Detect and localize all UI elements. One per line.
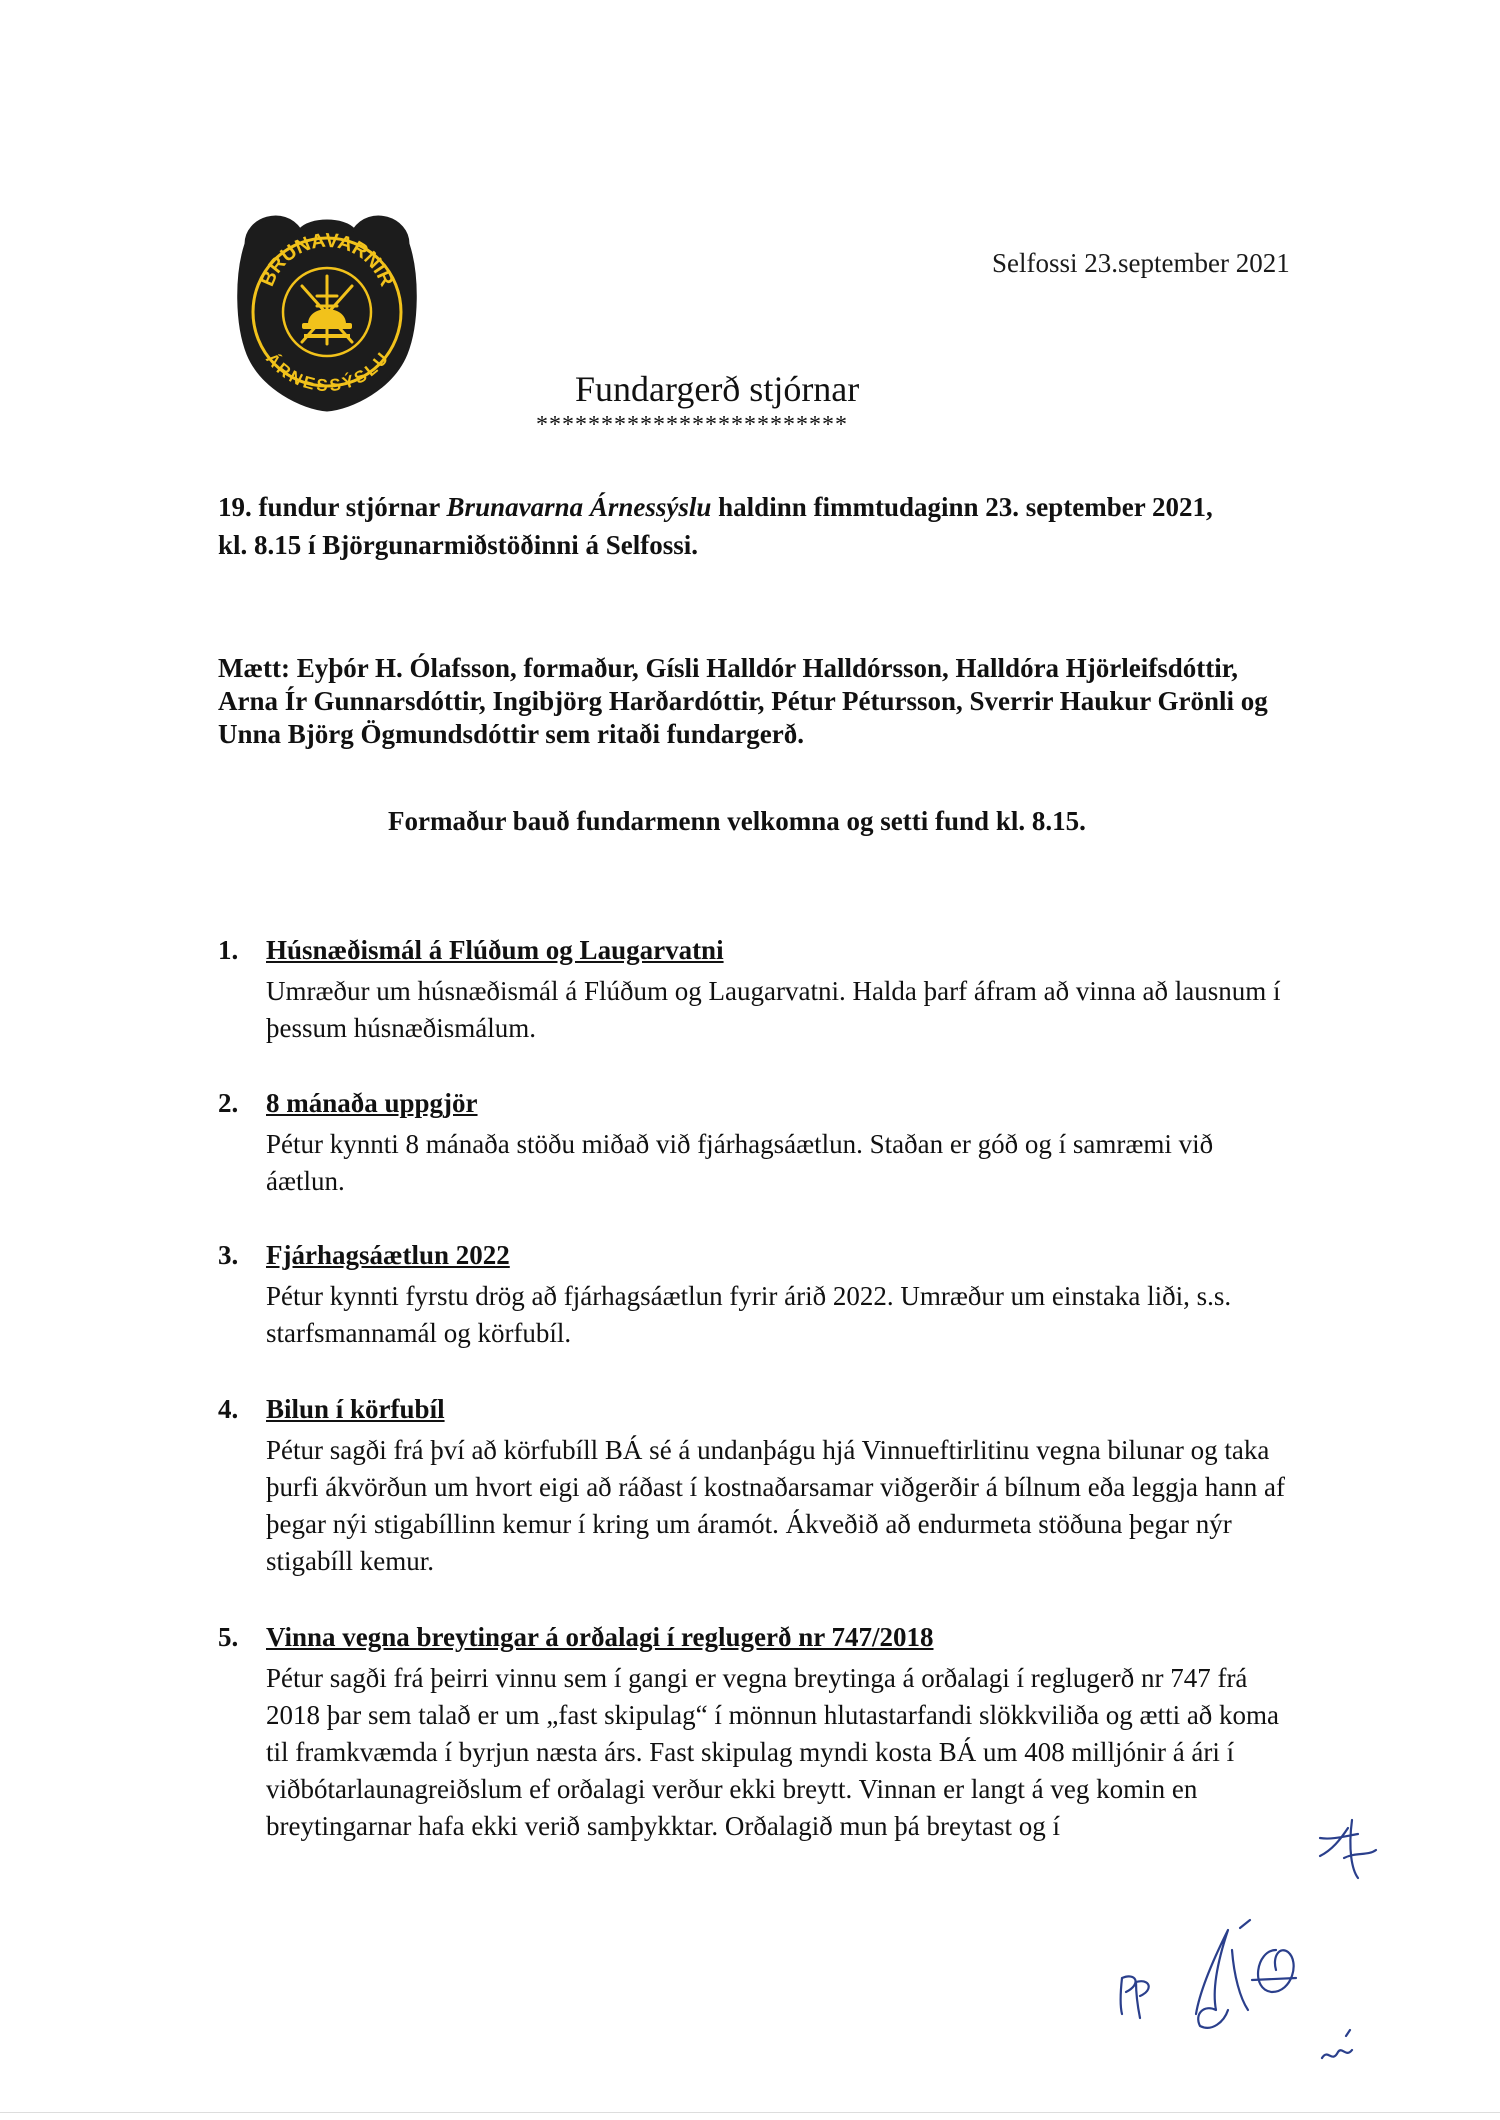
agenda-number: 4. xyxy=(218,1394,239,1424)
meeting-intro xyxy=(218,488,1248,564)
title-separator: ************************ xyxy=(536,412,848,438)
document-date: Selfossi 23.september 2021 xyxy=(992,248,1290,278)
agenda-body: Pétur kynnti 8 mánaða stöðu miðað við fjárhagsáætlun. Staðan er góð og í samræmi við áætlun. xyxy=(266,1129,1214,1196)
agenda-number: 1. xyxy=(218,935,239,965)
brunavarnir-badge-icon xyxy=(232,204,422,414)
agenda-body: Umræður um húsnæðismál á Flúðum og Laugarvatni. Halda þarf áfram að vinna að lausnum í þessum húsnæðismálum. xyxy=(266,976,1281,1043)
agenda-number: 2. xyxy=(218,1088,239,1118)
organization-name: Brunavarna Árnessýslu xyxy=(446,492,712,522)
agenda-heading: Fjárhagsáætlun 2022 xyxy=(266,1240,510,1270)
intro-part1: 19. fundur stjórnar xyxy=(218,492,447,522)
agenda-body: Pétur sagði frá því að körfubíll BÁ sé á undanþágu hjá Vinnueftirlitinu vegna bilunar og taka þurfi ákvörðun um hvort eigi að ráðast í kostnaðarsamar viðgerðir á bílnum eða leggja hann af þegar nýi stigabíllinn kemur í kring um áramót. Ákveðið að endurmeta stöðuna þegar nýr stigabíll kemur. xyxy=(266,1435,1285,1576)
agenda-heading: Húsnæðismál á Flúðum og Laugarvatni xyxy=(266,935,724,965)
logo-top-text: BRUNAVARNIR xyxy=(256,229,398,290)
agenda-body: Pétur sagði frá þeirri vinnu sem í gangi er vegna breytinga á orðalagi í reglugerð nr 747 frá 2018 þar sem talað er um „fast skipulag“ í mönnun hlutastarfandi slökkviliða og ætti að koma til framkvæmda í byrjun næsta árs. Fast skipulag myndi kosta BÁ um 408 milljónir á ári í viðbótarlaunagreiðslum ef orðalagi verður ekki breytt. Vinnan er langt á veg komin en breytingarnar hafa ekki verið samþykktar. Orðalagið mun þá breytast og í xyxy=(266,1663,1280,1841)
document-title: Fundargerð stjórnar xyxy=(575,369,860,409)
opening-statement: Formaður bauð fundarmenn velkomna og setti fund kl. 8.15. xyxy=(388,806,1086,836)
logo-bottom-text: ÁRNESSÝSLU xyxy=(262,349,392,396)
attendees-list: Mætt: Eyþór H. Ólafsson, formaður, Gísli Halldór Halldórsson, Halldóra Hjörleifsdóttir, Arna Ír Gunnarsdóttir, Ingibjörg Harðardóttir, Pétur Pétursson, Sverrir Haukur Grönli og Unna Björg Ögmundsdóttir sem ritaði fundargerð. xyxy=(218,653,1268,749)
agenda-number: 3. xyxy=(218,1240,239,1270)
page-edge-line xyxy=(0,2112,1500,2113)
agenda-heading: Bilun í körfubíl xyxy=(266,1394,445,1424)
agenda-heading: 8 mánaða uppgjör xyxy=(266,1088,478,1118)
intro-part2: haldinn fimmtudaginn 23. september 2021, kl. 8.15 í Björgunarmiðstöðinni á Selfossi. xyxy=(218,492,1213,560)
agenda-body: Pétur kynnti fyrstu drög að fjárhagsáætlun fyrir árið 2022. Umræður um einstaka liði, s.s. starfsmannamál og körfubíl. xyxy=(266,1281,1232,1348)
handwritten-initials-icon xyxy=(1100,1800,1400,2090)
agenda-number: 5. xyxy=(218,1622,239,1652)
agenda-heading: Vinna vegna breytingar á orðalagi í reglugerð nr 747/2018 xyxy=(266,1622,934,1652)
